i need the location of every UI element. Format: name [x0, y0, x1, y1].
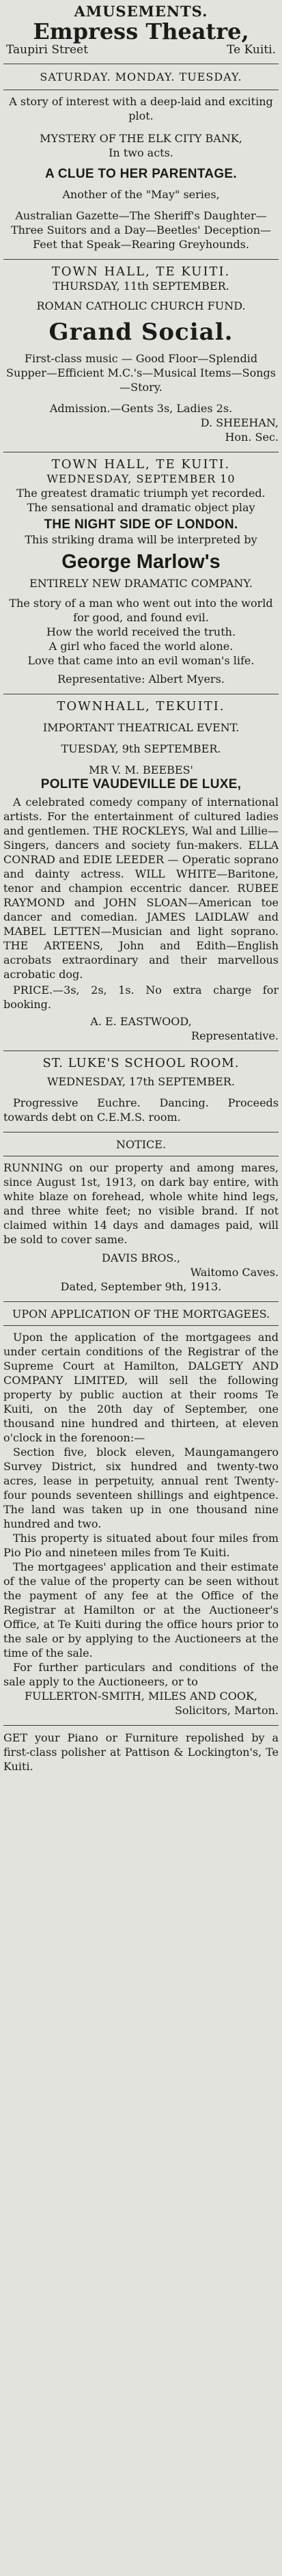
film-title-2: A CLUE TO HER PARENTAGE.: [45, 167, 237, 181]
sale-paragraph: The mortgagees' application and their estimate of the value of the property can be seen without the payment of any fee at the Office of the Registrar at Hamilton or at the Auctioneer's Office, at Te Kuiti during the office hours prior to the sale or by applying to the Auctioneers at the time of the sale.: [3, 1560, 279, 1659]
company-name: George Marlow's: [61, 551, 221, 573]
film-title-1: MYSTERY OF THE ELK CITY BANK,: [40, 132, 242, 145]
event-heading: IMPORTANT THEATRICAL EVENT.: [42, 721, 240, 734]
presenter: MR V. M. BEEBES': [89, 763, 193, 776]
event-date: WEDNESDAY, SEPTEMBER 10: [46, 472, 236, 485]
play-line: A girl who faced the world alone.: [48, 640, 234, 653]
vaudeville-ad: [3, 698, 279, 1046]
event-date: THURSDAY, 11th SEPTEMBER.: [53, 280, 229, 293]
secretary-name: D. SHEEHAN,: [200, 416, 279, 429]
film-sub-1: In two acts.: [109, 146, 173, 159]
notice-place: Waitomo Caves.: [190, 1266, 279, 1279]
section-header: AMUSEMENTS.: [74, 3, 208, 20]
event-organisation: ROMAN CATHOLIC CHURCH FUND.: [36, 299, 246, 312]
sale-paragraph: For further particulars and conditions of the sale apply to the Auctioneers, or to: [3, 1661, 279, 1688]
sale-heading: UPON APPLICATION OF THE MORTGAGEES.: [12, 1307, 270, 1320]
representative-role: Representative.: [191, 1029, 279, 1042]
admission-prices: Admission.—Gents 3s, Ladies 2s.: [49, 402, 233, 415]
show-title: POLITE VAUDEVILLE DE LUXE,: [40, 777, 242, 791]
company-description: ENTIRELY NEW DRAMATIC COMPANY.: [29, 577, 253, 590]
play-title: THE NIGHT SIDE OF LONDON.: [44, 517, 238, 532]
event-date: TUESDAY, 9th SEPTEMBER.: [61, 742, 221, 755]
venue-heading: TOWN HALL, TE KUITI.: [51, 457, 231, 472]
theatre-town: Te Kuiti.: [227, 43, 276, 57]
piano-body: GET your Piano or Furniture repolished by a first-class polisher at Pattison & Lockington's, Te Kuiti.: [3, 1731, 279, 1773]
event-date: WEDNESDAY, 17th SEPTEMBER.: [47, 1075, 235, 1088]
empress-theatre-ad: [3, 0, 279, 255]
venue-heading: TOWN HALL, TE KUITI.: [51, 265, 231, 279]
notice-ad: [3, 1136, 279, 1297]
piano-polish-ad: [3, 1729, 279, 1777]
event-details: First-class music — Good Floor—Splendid Supper—Efficient M.C.'s—Musical Items—Songs—Story.: [6, 352, 276, 394]
secretary-role: Hon. Sec.: [225, 431, 279, 444]
grand-social-ad: [3, 263, 279, 448]
play-story: The story of a man who went out into the world for good, and found evil.: [9, 597, 273, 624]
st-lukes-ad: [3, 1055, 279, 1128]
interpreted-by: This striking drama will be interpreted by: [25, 533, 257, 546]
notice-body: RUNNING on our property and among mares, since August 1st, 1913, on dark bay entire, with white blaze on forehead, whole white hind legs, and three white feet; no visible brand. If not claimed within 14 days and damages paid, will be sold to cover same.: [3, 1161, 279, 1246]
representative: Representative: Albert Myers.: [57, 673, 225, 686]
tagline: The greatest dramatic triumph yet recorded.: [16, 487, 266, 500]
event-title: Grand Social.: [48, 318, 234, 346]
mortgagee-sale-ad: [3, 1305, 279, 1721]
show-blurb: A story of interest with a deep-laid and exciting plot.: [9, 95, 273, 122]
solicitor-name: FULLERTON-SMITH, MILES AND COOK,: [25, 1690, 257, 1703]
venue-heading: ST. LUKE'S SCHOOL ROOM.: [42, 1056, 240, 1070]
solicitor-role: Solicitors, Marton.: [174, 1704, 279, 1717]
play-line: Love that came into an evil woman's life.: [27, 654, 255, 667]
price-list: PRICE.—3s, 2s, 1s. No extra charge for booking.: [3, 984, 279, 1011]
tagline: The sensational and dramatic object play: [27, 501, 255, 514]
venue-heading: TOWNHALL, TEKUITI.: [57, 699, 225, 714]
theatre-name: Empress Theatre,: [33, 18, 249, 44]
representative-name: A. E. EASTWOOD,: [90, 1015, 192, 1028]
film-sub-2: Another of the "May" series,: [62, 188, 220, 201]
support-program: Australian Gazette—The Sheriff's Daughter—Three Suitors and a Day—Beetles' Deception—Feet that Speak—Rearing Greyhounds.: [10, 209, 272, 251]
theatre-street: Taupiri Street: [6, 43, 88, 57]
event-details: Progressive Euchre. Dancing. Proceeds towards debt on C.E.M.S. room.: [3, 1096, 279, 1124]
sale-paragraph: Upon the application of the mortgagees and under certain conditions of the Registrar of the Supreme Court at Hamilton, DALGETY AND COMPANY LIMITED, will sell the following property by public auction at their rooms Te Kuiti, on the 20th day of September, one thousand nine hundred and thirteen, at eleven o'clock in the forenoon:—: [3, 1331, 279, 1444]
sale-paragraph: This property is situated about four miles from Pio Pio and nineteen miles from Te Kuiti.: [3, 1532, 279, 1559]
notice-signer: DAVIS BROS.,: [102, 1251, 180, 1264]
play-line: How the world received the truth.: [46, 625, 236, 638]
show-days: SATURDAY. MONDAY. TUESDAY.: [40, 70, 242, 83]
notice-heading: NOTICE.: [115, 1138, 167, 1151]
sale-paragraph: Section five, block eleven, Maungamangero Survey District, six hundred and twenty-two acres, lease in perpetuity, annual rent Twenty-four pounds seventeen shillings and eightpence. The land was taken up in one thousand nine hundred and two.: [3, 1446, 279, 1530]
notice-date: Dated, September 9th, 1913.: [60, 1280, 222, 1293]
night-side-ad: [3, 456, 279, 690]
performers-list: A celebrated comedy company of international artists. For the entertainment of cultured ladies and gentlemen. THE ROCKLEYS, Wal and Lillie—Singers, dancers and society fun-makers. ELLA CONRAD and EDIE LEEDER — Operatic soprano and dainty actress. WILL WHITE—Baritone, tenor and champion eccentric dancer. RUBEE RAYMOND and JOHN SLOAN—American toe dancer and comedian. JAMES LAIDLAW and MABEL LETTEN—Musician and light soprano. THE ARTEENS, John and Edith—English acrobats extraordinary and their marvellous acrobatic dog.: [3, 796, 279, 981]
